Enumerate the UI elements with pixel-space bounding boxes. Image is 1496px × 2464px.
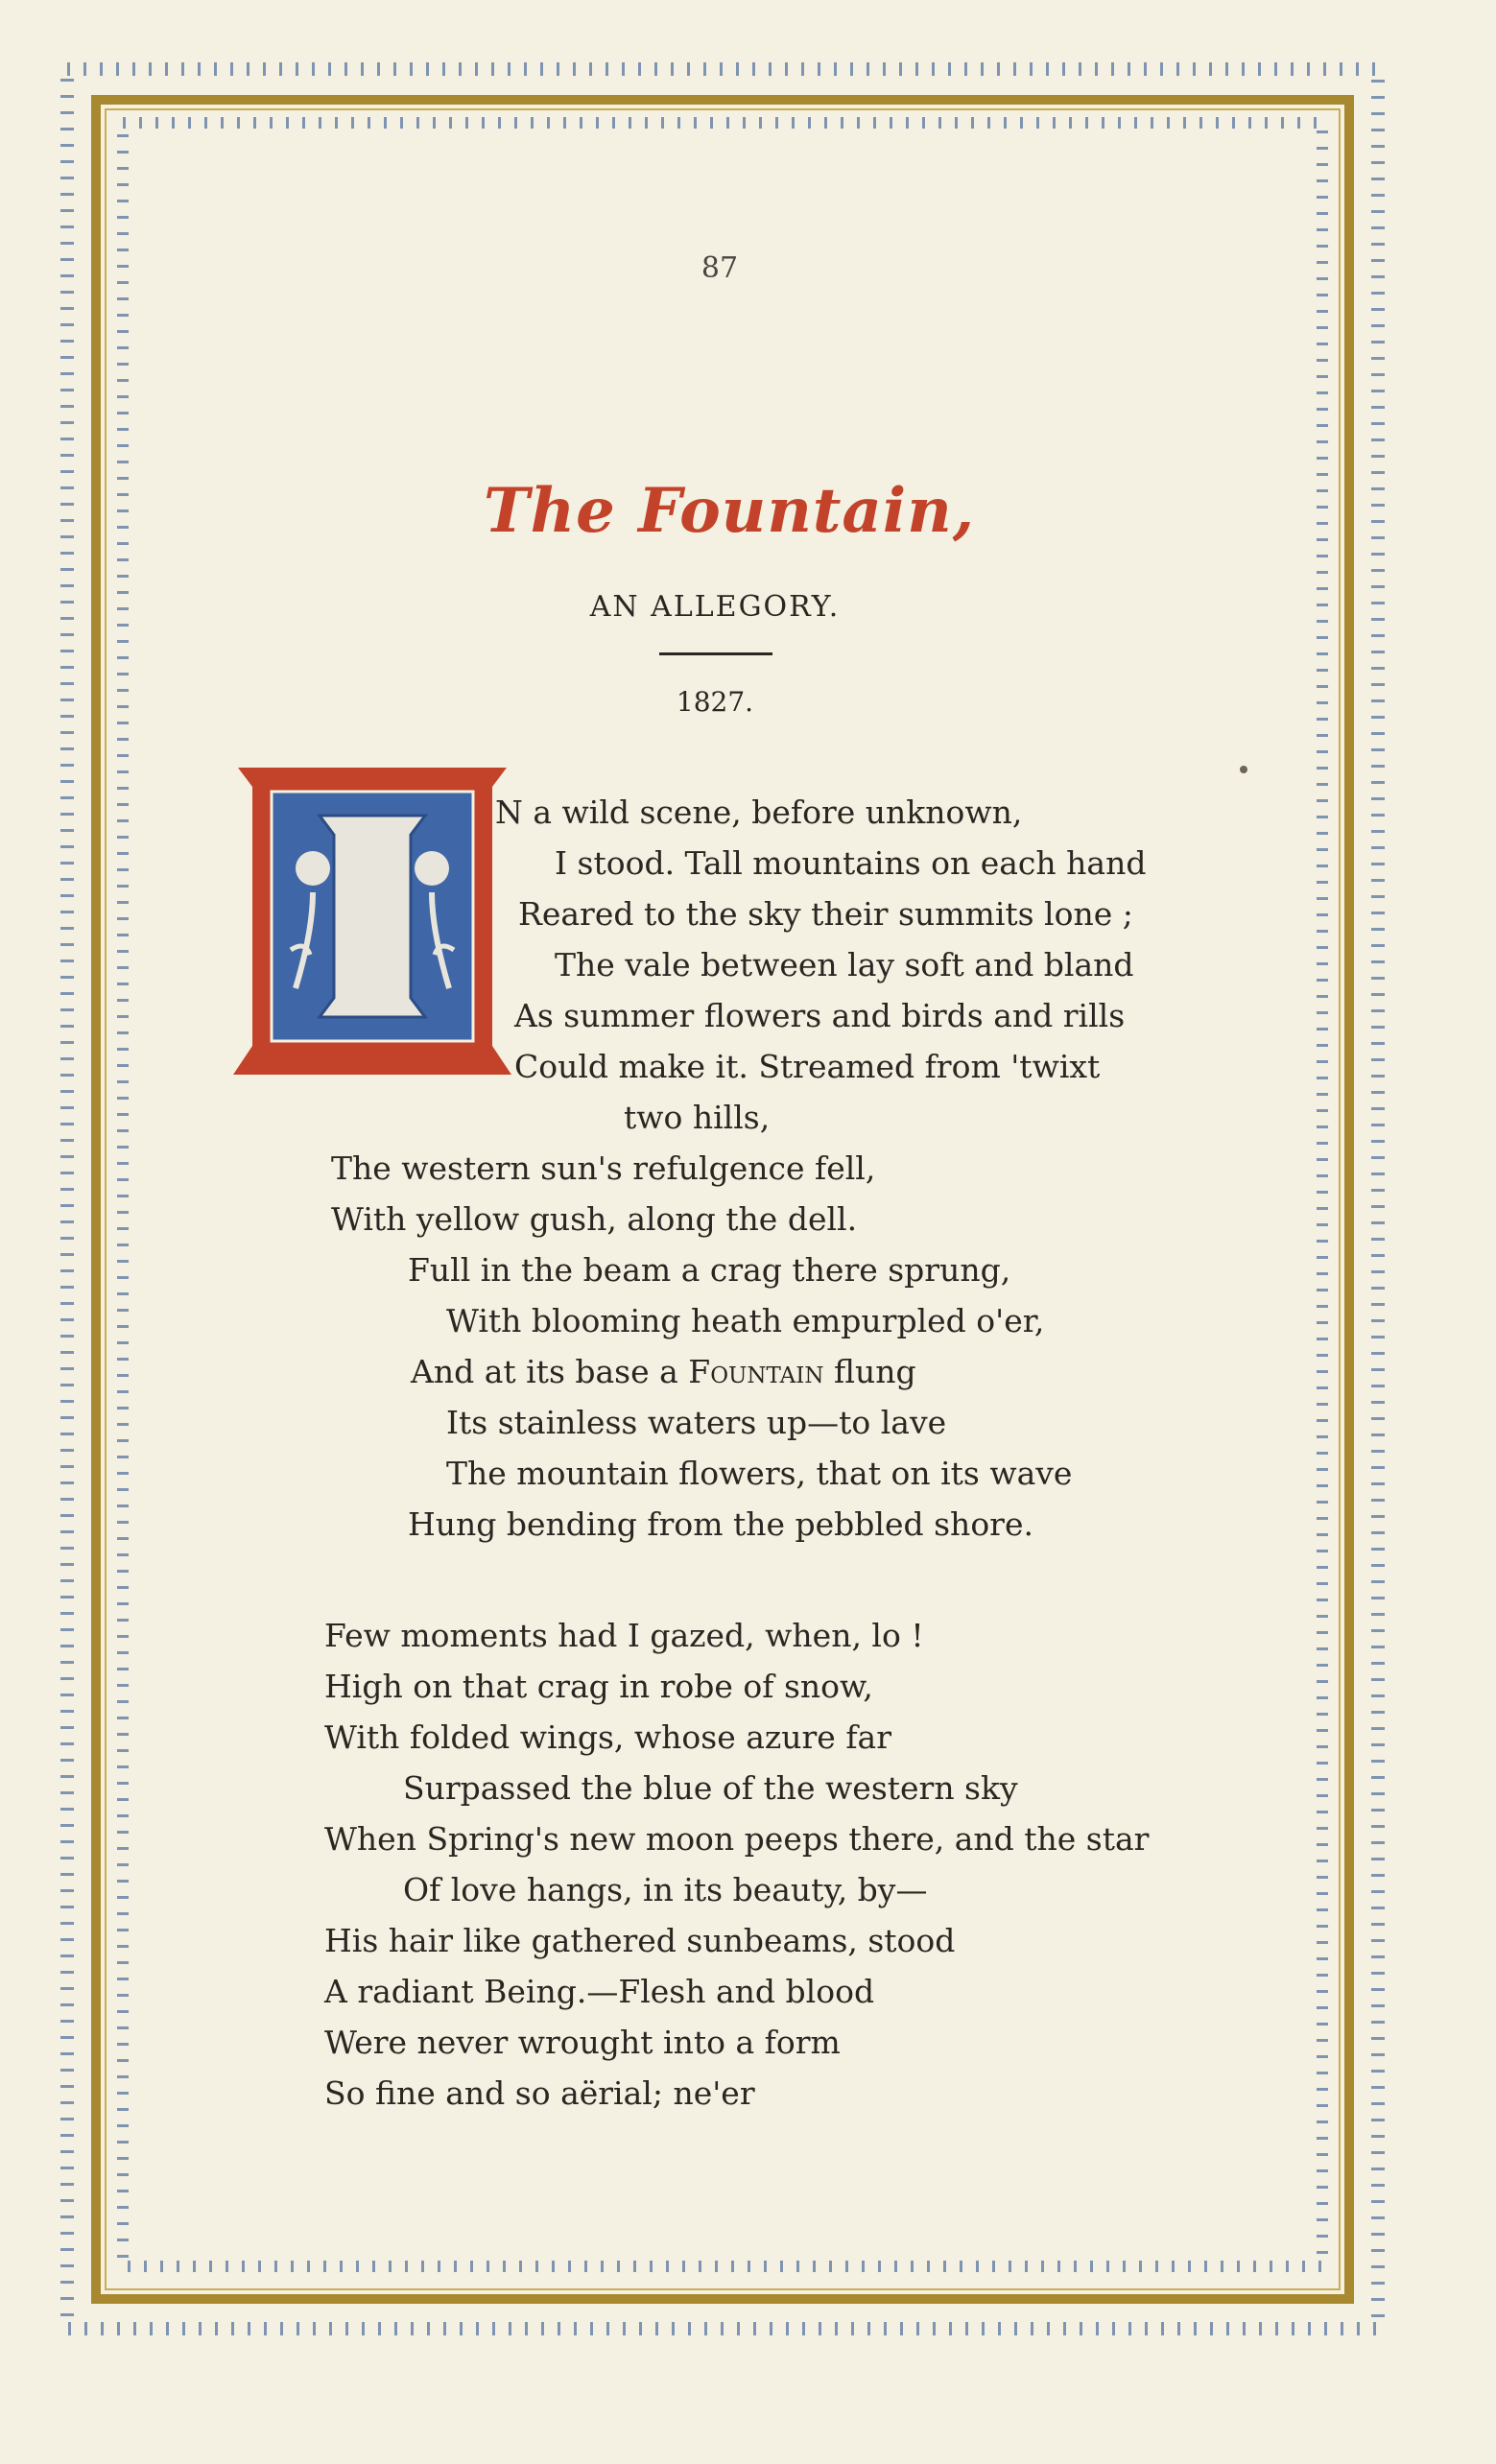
poem-line: With blooming heath empurpled o'er, [446,1302,1045,1339]
poem-line: Hung bending from the pebbled shore. [408,1505,1033,1543]
poem-line: So fine and so aërial; ne'er [324,2074,755,2112]
poem-line: Were never wrought into a form [324,2024,841,2061]
poem-line: The vale between lay soft and bland [555,946,1134,983]
poem-line: Few moments had I gazed, when, lo ! [324,1617,924,1654]
poem-title: The Fountain, [484,475,975,547]
poem-line: Its stainless waters up—to lave [446,1404,947,1441]
poem-line: Reared to the sky their summits lone ; [518,895,1133,933]
poem-line: Full in the beam a crag there sprung, [408,1251,1011,1289]
gold-frame [96,100,1349,2299]
poem-line: The western sun's refulgence fell, [331,1149,876,1187]
poem-line: His hair like gathered sunbeams, stood [324,1922,956,1959]
poem-line: When Spring's new moon peeps there, and the star [324,1820,1150,1858]
poem-line-fountain [411,1353,916,1391]
poem-line: As summer flowers and birds and rills [514,997,1126,1034]
poem-year: 1827. [676,686,754,718]
poem-subtitle: AN ALLEGORY. [589,590,841,624]
fountain-line-before: And at its base a [411,1353,689,1390]
poem-line: Surpassed the blue of the western sky [403,1769,1018,1807]
page-number: 87 [701,251,739,285]
poem-line: A radiant Being.—Flesh and blood [324,1973,875,2010]
fountain-word: Fountain [688,1353,824,1390]
illuminated-initial-icon [228,758,516,1084]
poem-line: High on that crag in robe of snow, [324,1668,873,1705]
poem-line: two hills, [624,1099,771,1136]
ink-speck [1240,766,1247,773]
fountain-line-after: flung [823,1353,916,1390]
poem-line: Could make it. Streamed from 'twixt [514,1048,1101,1085]
poem-line: N a wild scene, before unknown, [495,794,1023,831]
poem-line: With folded wings, whose azure far [324,1718,891,1756]
title-divider [659,652,772,655]
gold-frame-inner-line [106,109,1340,2289]
poem-line: Of love hangs, in its beauty, by— [403,1871,928,1908]
poem-line: I stood. Tall mountains on each hand [555,844,1147,882]
poem-line: The mountain flowers, that on its wave [446,1455,1073,1492]
poem-line: With yellow gush, along the dell. [331,1200,858,1238]
